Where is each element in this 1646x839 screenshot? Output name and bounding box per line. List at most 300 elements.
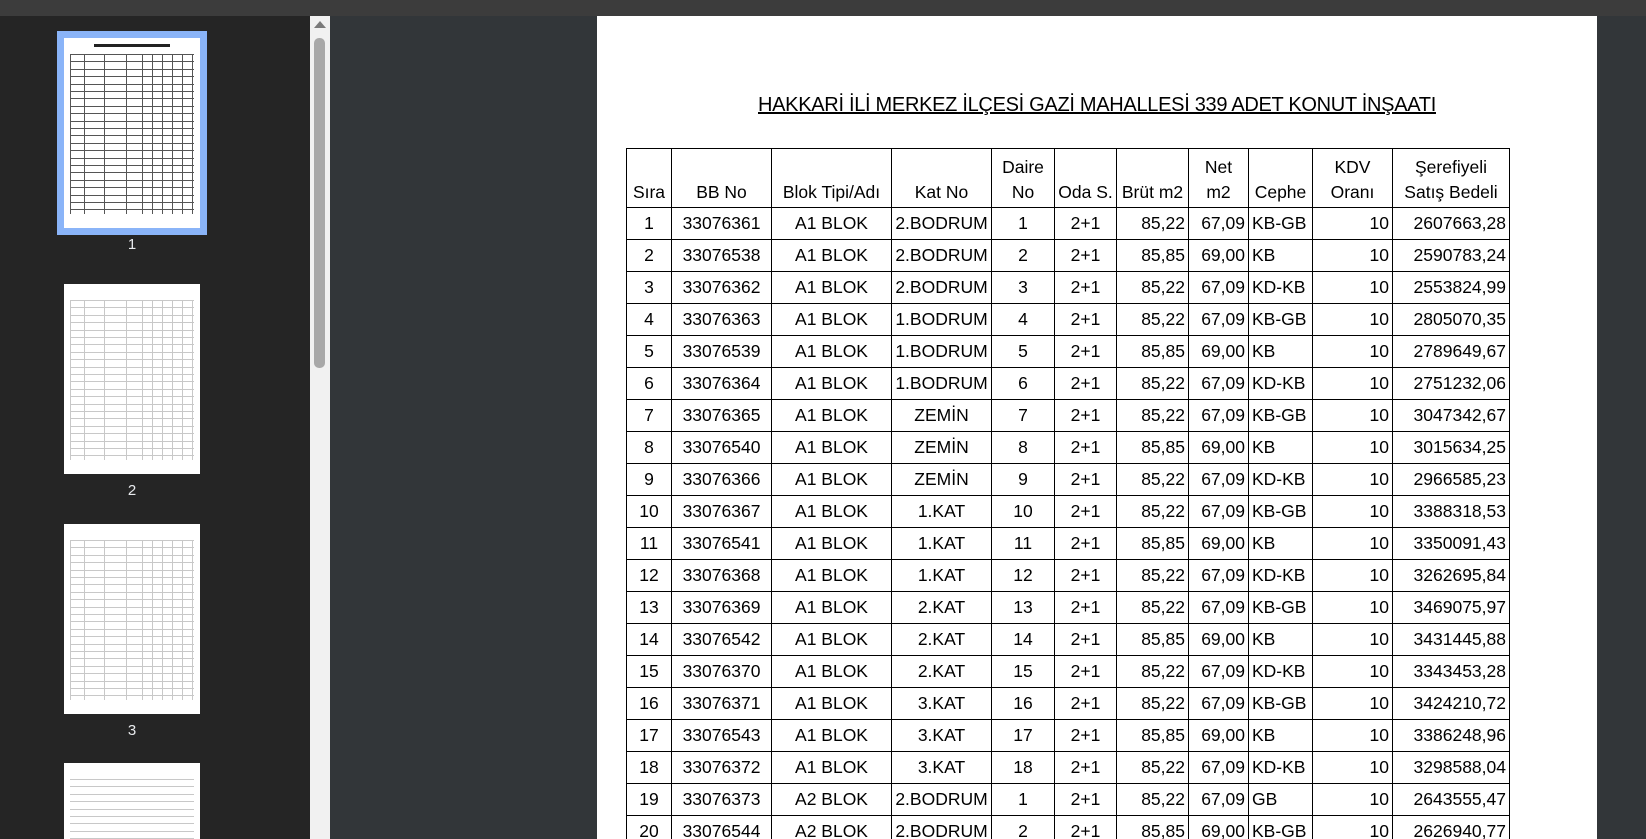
table-cell: 85,85	[1117, 816, 1189, 839]
thumbnail-row-line	[70, 307, 194, 308]
table-cell: A1 BLOK	[772, 656, 892, 688]
thumbnail-row-line	[70, 666, 194, 667]
thumbnail-col-line	[172, 54, 173, 214]
table-cell: 4	[627, 304, 672, 336]
table-row	[627, 592, 1510, 624]
table-cell: 9	[627, 464, 672, 496]
thumbnail-row-line	[70, 113, 194, 114]
table-row	[627, 208, 1510, 240]
table-cell: 10	[1313, 432, 1393, 464]
table-cell: 2+1	[1055, 624, 1117, 656]
table-row	[627, 656, 1510, 688]
thumbnail-row-line	[70, 69, 194, 70]
table-cell: 3431445,88	[1393, 624, 1510, 656]
table-cell: 69,00	[1189, 816, 1249, 839]
thumbnail-row-line	[70, 389, 194, 390]
table-cell: 3298588,04	[1393, 752, 1510, 784]
thumbnail-col-line	[152, 540, 153, 700]
table-cell: 12	[992, 560, 1055, 592]
table-cell: 2+1	[1055, 816, 1117, 839]
table-cell: A1 BLOK	[772, 208, 892, 240]
table-cell: 3262695,84	[1393, 560, 1510, 592]
table-row	[627, 528, 1510, 560]
table-cell: 85,22	[1117, 688, 1189, 720]
table-cell: KD-KB	[1249, 752, 1313, 784]
table-cell: 17	[627, 720, 672, 752]
table-cell: 33076544	[672, 816, 772, 839]
table-cell: 10	[1313, 816, 1393, 839]
thumbnail-row-line	[70, 448, 194, 449]
table-cell: 85,22	[1117, 752, 1189, 784]
table-cell: 3388318,53	[1393, 496, 1510, 528]
table-cell: A1 BLOK	[772, 592, 892, 624]
sidebar-scrollbar[interactable]	[310, 16, 330, 839]
table-cell: 67,09	[1189, 400, 1249, 432]
thumbnail-row-line	[70, 98, 194, 99]
table-cell: 2+1	[1055, 592, 1117, 624]
table-cell: 1	[992, 784, 1055, 816]
thumbnail-row-line	[70, 374, 194, 375]
table-cell: KB	[1249, 432, 1313, 464]
thumbnail-row-line	[70, 823, 194, 824]
table-cell: 10	[1313, 464, 1393, 496]
table-cell: 67,09	[1189, 368, 1249, 400]
thumbnail-row-line	[70, 794, 194, 795]
table-cell: 69,00	[1189, 336, 1249, 368]
thumbnail-row-line	[70, 396, 194, 397]
thumbnail-row-line	[70, 367, 194, 368]
table-cell: 2.BODRUM	[892, 208, 992, 240]
table-cell: 17	[992, 720, 1055, 752]
table-cell: 69,00	[1189, 528, 1249, 560]
document-viewer	[330, 16, 1646, 839]
table-cell: 10	[1313, 304, 1393, 336]
table-cell: KD-KB	[1249, 272, 1313, 304]
document-title: HAKKARİ İLİ MERKEZ İLÇESİ GAZİ MAHALLESİ 339 ADET KONUT İNŞAATI	[758, 94, 1436, 116]
page-number-label: 3	[127, 722, 137, 739]
table-cell: 33076366	[672, 464, 772, 496]
thumbnail-title-line	[94, 44, 170, 47]
table-row	[627, 240, 1510, 272]
thumbnail-row-line	[70, 180, 194, 181]
table-cell: 2+1	[1055, 752, 1117, 784]
table-cell: 2+1	[1055, 400, 1117, 432]
table-cell: 67,09	[1189, 784, 1249, 816]
table-cell: 2751232,06	[1393, 368, 1510, 400]
thumbnail-row-line	[70, 786, 194, 787]
table-cell: 33076369	[672, 592, 772, 624]
table-cell: 10	[1313, 336, 1393, 368]
thumbnail-row-line	[70, 106, 194, 107]
table-cell: 19	[627, 784, 672, 816]
table-cell: 11	[992, 528, 1055, 560]
table-cell: KB-GB	[1249, 592, 1313, 624]
thumbnail-row-line	[70, 418, 194, 419]
table-cell: 2643555,47	[1393, 784, 1510, 816]
table-cell: 13	[627, 592, 672, 624]
table-cell: 2+1	[1055, 496, 1117, 528]
table-cell: 10	[1313, 368, 1393, 400]
table-cell: 1.KAT	[892, 560, 992, 592]
table-cell: KD-KB	[1249, 464, 1313, 496]
thumbnail-row-line	[70, 404, 194, 405]
thumbnail-row-line	[70, 592, 194, 593]
thumbnail-row-line	[70, 135, 194, 136]
thumbnail-col-line	[126, 540, 127, 700]
table-cell: 3	[627, 272, 672, 304]
thumbnail-row-line	[70, 381, 194, 382]
thumbnail-row-line	[70, 322, 194, 323]
table-cell: A1 BLOK	[772, 528, 892, 560]
table-cell: KB-GB	[1249, 304, 1313, 336]
column-header-bedel: Şerefiyeli Satış Bedeli	[1393, 149, 1510, 208]
thumbnail-row-line	[70, 433, 194, 434]
table-cell: KB	[1249, 336, 1313, 368]
table-cell: 2966585,23	[1393, 464, 1510, 496]
table-cell: 2+1	[1055, 304, 1117, 336]
table-cell: 33076540	[672, 432, 772, 464]
table-cell: 3047342,67	[1393, 400, 1510, 432]
table-header-row	[627, 149, 1510, 208]
table-cell: 10	[1313, 592, 1393, 624]
thumbnail-row-line	[70, 344, 194, 345]
thumbnail-row-line	[70, 614, 194, 615]
table-cell: 4	[992, 304, 1055, 336]
thumbnail-row-line	[70, 187, 194, 188]
table-cell: A1 BLOK	[772, 368, 892, 400]
table-cell: 85,85	[1117, 336, 1189, 368]
thumbnail-row-line	[70, 202, 194, 203]
table-cell: 2+1	[1055, 688, 1117, 720]
page-thumbnail-3[interactable]	[0, 524, 264, 739]
table-cell: 33076370	[672, 656, 772, 688]
table-row	[627, 688, 1510, 720]
table-cell: 69,00	[1189, 720, 1249, 752]
table-cell: 3	[992, 272, 1055, 304]
table-cell: 2	[627, 240, 672, 272]
thumbnail-row-line	[70, 61, 194, 62]
page-thumbnail-2[interactable]	[0, 284, 264, 499]
table-cell: A1 BLOK	[772, 240, 892, 272]
table-cell: 33076541	[672, 528, 772, 560]
table-cell: 1.BODRUM	[892, 304, 992, 336]
table-cell: 85,22	[1117, 464, 1189, 496]
table-cell: 33076539	[672, 336, 772, 368]
thumbnail-row-line	[70, 209, 194, 210]
top-toolbar-strip	[0, 0, 1646, 16]
table-cell: 2+1	[1055, 464, 1117, 496]
table-cell: 2.KAT	[892, 624, 992, 656]
table-cell: KB	[1249, 624, 1313, 656]
table-cell: 3343453,28	[1393, 656, 1510, 688]
thumbnail-row-line	[70, 128, 194, 129]
table-cell: 3.KAT	[892, 688, 992, 720]
table-cell: KB	[1249, 528, 1313, 560]
thumbnail-col-line	[192, 54, 193, 214]
table-cell: 33076371	[672, 688, 772, 720]
table-cell: 85,22	[1117, 784, 1189, 816]
table-cell: 67,09	[1189, 272, 1249, 304]
thumbnail-row-line	[70, 584, 194, 585]
column-header-net: Net m2	[1189, 149, 1249, 208]
table-cell: 2626940,77	[1393, 816, 1510, 839]
table-row	[627, 784, 1510, 816]
table-cell: 18	[992, 752, 1055, 784]
table-cell: 2.BODRUM	[892, 784, 992, 816]
thumbnail-row-line	[70, 143, 194, 144]
thumbnail-row-line	[70, 636, 194, 637]
thumbnail-col-line	[182, 300, 183, 460]
thumbnail-col-line	[84, 300, 85, 460]
table-cell: KB-GB	[1249, 496, 1313, 528]
table-cell: 67,09	[1189, 208, 1249, 240]
table-row	[627, 816, 1510, 839]
column-header-kat-no: Kat No	[892, 149, 992, 208]
table-cell: 2590783,24	[1393, 240, 1510, 272]
thumbnail-row-line	[70, 629, 194, 630]
thumbnail-col-line	[162, 540, 163, 700]
table-cell: 2+1	[1055, 528, 1117, 560]
table-cell: 33076372	[672, 752, 772, 784]
table-cell: KD-KB	[1249, 368, 1313, 400]
thumbnail-col-line	[84, 54, 85, 214]
table-cell: 2+1	[1055, 432, 1117, 464]
pdf-page	[597, 16, 1597, 839]
table-cell: 85,85	[1117, 720, 1189, 752]
table-cell: 33076363	[672, 304, 772, 336]
table-cell: 11	[627, 528, 672, 560]
thumbnail-col-line	[182, 54, 183, 214]
thumbnail-row-line	[70, 76, 194, 77]
thumbnail-col-line	[162, 300, 163, 460]
thumbnail-row-line	[70, 352, 194, 353]
column-header-oda: Oda S.	[1055, 149, 1117, 208]
table-cell: 2789649,67	[1393, 336, 1510, 368]
table-cell: A1 BLOK	[772, 336, 892, 368]
table-cell: 67,09	[1189, 592, 1249, 624]
table-cell: 2607663,28	[1393, 208, 1510, 240]
column-header-brut: Brüt m2	[1117, 149, 1189, 208]
table-cell: 5	[627, 336, 672, 368]
thumbnail-col-line	[142, 540, 143, 700]
column-header-sira: Sıra	[627, 149, 672, 208]
thumbnail-row-line	[70, 172, 194, 173]
thumbnail-row-line	[70, 555, 194, 556]
table-cell: 3469075,97	[1393, 592, 1510, 624]
table-cell: 10	[1313, 560, 1393, 592]
thumbnail-image[interactable]	[64, 284, 200, 474]
units-table	[626, 148, 1510, 839]
thumbnail-row-line	[70, 337, 194, 338]
thumbnail-col-line	[70, 300, 71, 460]
table-cell: 85,22	[1117, 496, 1189, 528]
thumbnail-col-line	[192, 300, 193, 460]
thumbnail-row-line	[70, 547, 194, 548]
table-row	[627, 304, 1510, 336]
table-cell: A1 BLOK	[772, 464, 892, 496]
table-cell: 1.BODRUM	[892, 368, 992, 400]
table-cell: 10	[1313, 688, 1393, 720]
table-cell: 85,22	[1117, 208, 1189, 240]
thumbnail-row-line	[70, 695, 194, 696]
thumbnail-row-line	[70, 165, 194, 166]
table-cell: 2.BODRUM	[892, 816, 992, 839]
table-cell: A1 BLOK	[772, 400, 892, 432]
thumbnail-row-line	[70, 195, 194, 196]
thumbnail-row-line	[70, 540, 194, 541]
table-cell: 2.KAT	[892, 592, 992, 624]
table-cell: 10	[1313, 752, 1393, 784]
table-cell: 2.BODRUM	[892, 240, 992, 272]
thumbnail-col-line	[172, 300, 173, 460]
thumbnail-col-line	[104, 540, 105, 700]
page-thumbnail-1[interactable]	[0, 38, 264, 253]
table-cell: A1 BLOK	[772, 272, 892, 304]
thumbnail-row-line	[70, 84, 194, 85]
table-cell: 67,09	[1189, 304, 1249, 336]
table-cell: KD-KB	[1249, 560, 1313, 592]
table-cell: A1 BLOK	[772, 432, 892, 464]
table-cell: 33076364	[672, 368, 772, 400]
table-cell: 20	[627, 816, 672, 839]
thumbnail-sidebar	[0, 16, 310, 839]
thumbnail-col-line	[104, 300, 105, 460]
table-cell: GB	[1249, 784, 1313, 816]
table-cell: 16	[627, 688, 672, 720]
thumbnail-row-line	[70, 426, 194, 427]
table-cell: 2.BODRUM	[892, 272, 992, 304]
table-cell: 85,85	[1117, 528, 1189, 560]
table-cell: 3350091,43	[1393, 528, 1510, 560]
table-cell: 10	[627, 496, 672, 528]
table-cell: 3424210,72	[1393, 688, 1510, 720]
table-row	[627, 368, 1510, 400]
thumbnail-col-line	[172, 540, 173, 700]
column-header-blok: Blok Tipi/Adı	[772, 149, 892, 208]
table-cell: 8	[992, 432, 1055, 464]
table-cell: 33076368	[672, 560, 772, 592]
table-cell: 16	[992, 688, 1055, 720]
table-cell: KB	[1249, 720, 1313, 752]
thumbnail-image[interactable]	[64, 524, 200, 714]
thumbnail-row-line	[70, 681, 194, 682]
thumbnail-row-line	[70, 441, 194, 442]
scrollbar-thumb[interactable]	[314, 38, 325, 368]
scroll-up-arrow-icon[interactable]	[314, 21, 326, 28]
table-cell: A2 BLOK	[772, 784, 892, 816]
column-header-bb-no: BB No	[672, 149, 772, 208]
table-cell: A1 BLOK	[772, 624, 892, 656]
table-cell: 3015634,25	[1393, 432, 1510, 464]
table-cell: 10	[1313, 656, 1393, 688]
table-cell: 33076538	[672, 240, 772, 272]
thumbnail-row-line	[70, 688, 194, 689]
table-cell: 15	[992, 656, 1055, 688]
thumbnail-col-line	[70, 540, 71, 700]
page-thumbnail-4[interactable]	[0, 763, 264, 839]
table-cell: 10	[1313, 272, 1393, 304]
table-cell: KB-GB	[1249, 688, 1313, 720]
table-cell: 85,22	[1117, 560, 1189, 592]
table-cell: 33076542	[672, 624, 772, 656]
thumbnail-row-line	[70, 621, 194, 622]
column-header-cephe: Cephe	[1249, 149, 1313, 208]
table-row	[627, 336, 1510, 368]
table-row	[627, 720, 1510, 752]
table-cell: 10	[1313, 240, 1393, 272]
thumbnail-row-line	[70, 673, 194, 674]
thumbnail-col-line	[162, 54, 163, 214]
table-cell: 1	[627, 208, 672, 240]
table-cell: A1 BLOK	[772, 496, 892, 528]
thumbnail-row-line	[70, 809, 194, 810]
table-cell: A1 BLOK	[772, 720, 892, 752]
table-cell: 1.BODRUM	[892, 336, 992, 368]
table-cell: 8	[627, 432, 672, 464]
table-cell: ZEMİN	[892, 464, 992, 496]
thumbnail-row-line	[70, 644, 194, 645]
thumbnail-row-line	[70, 121, 194, 122]
table-cell: KB	[1249, 240, 1313, 272]
table-cell: KB-GB	[1249, 208, 1313, 240]
table-cell: 69,00	[1189, 432, 1249, 464]
table-cell: 10	[1313, 528, 1393, 560]
table-cell: 85,22	[1117, 304, 1189, 336]
table-cell: 10	[1313, 624, 1393, 656]
thumbnail-col-line	[152, 300, 153, 460]
table-cell: 67,09	[1189, 464, 1249, 496]
thumbnail-col-line	[152, 54, 153, 214]
table-cell: 2+1	[1055, 560, 1117, 592]
table-cell: 85,85	[1117, 240, 1189, 272]
table-cell: 6	[992, 368, 1055, 400]
table-cell: 2+1	[1055, 784, 1117, 816]
table-cell: 2553824,99	[1393, 272, 1510, 304]
table-cell: KB-GB	[1249, 400, 1313, 432]
thumbnail-row-line	[70, 455, 194, 456]
thumbnail-row-line	[70, 599, 194, 600]
table-cell: 15	[627, 656, 672, 688]
table-cell: A1 BLOK	[772, 560, 892, 592]
table-cell: 85,85	[1117, 432, 1189, 464]
table-cell: 85,85	[1117, 624, 1189, 656]
thumbnail-row-line	[70, 359, 194, 360]
table-cell: 85,22	[1117, 272, 1189, 304]
table-row	[627, 624, 1510, 656]
table-cell: 85,22	[1117, 656, 1189, 688]
thumbnail-row-line	[70, 779, 194, 780]
thumbnail-image[interactable]	[64, 763, 200, 839]
table-cell: A2 BLOK	[772, 816, 892, 839]
table-row	[627, 272, 1510, 304]
table-cell: 2+1	[1055, 336, 1117, 368]
table-cell: 2+1	[1055, 272, 1117, 304]
thumbnail-row-line	[70, 330, 194, 331]
table-row	[627, 432, 1510, 464]
thumbnail-col-line	[70, 54, 71, 214]
table-cell: 33076365	[672, 400, 772, 432]
table-cell: 1	[992, 208, 1055, 240]
table-body	[627, 208, 1510, 839]
table-cell: 67,09	[1189, 688, 1249, 720]
thumbnail-list	[0, 16, 310, 839]
table-cell: 85,22	[1117, 400, 1189, 432]
table-cell: 13	[992, 592, 1055, 624]
thumbnail-row-line	[70, 570, 194, 571]
column-header-kdv: KDV Oranı	[1313, 149, 1393, 208]
thumbnail-image[interactable]	[64, 38, 200, 228]
table-cell: 12	[627, 560, 672, 592]
